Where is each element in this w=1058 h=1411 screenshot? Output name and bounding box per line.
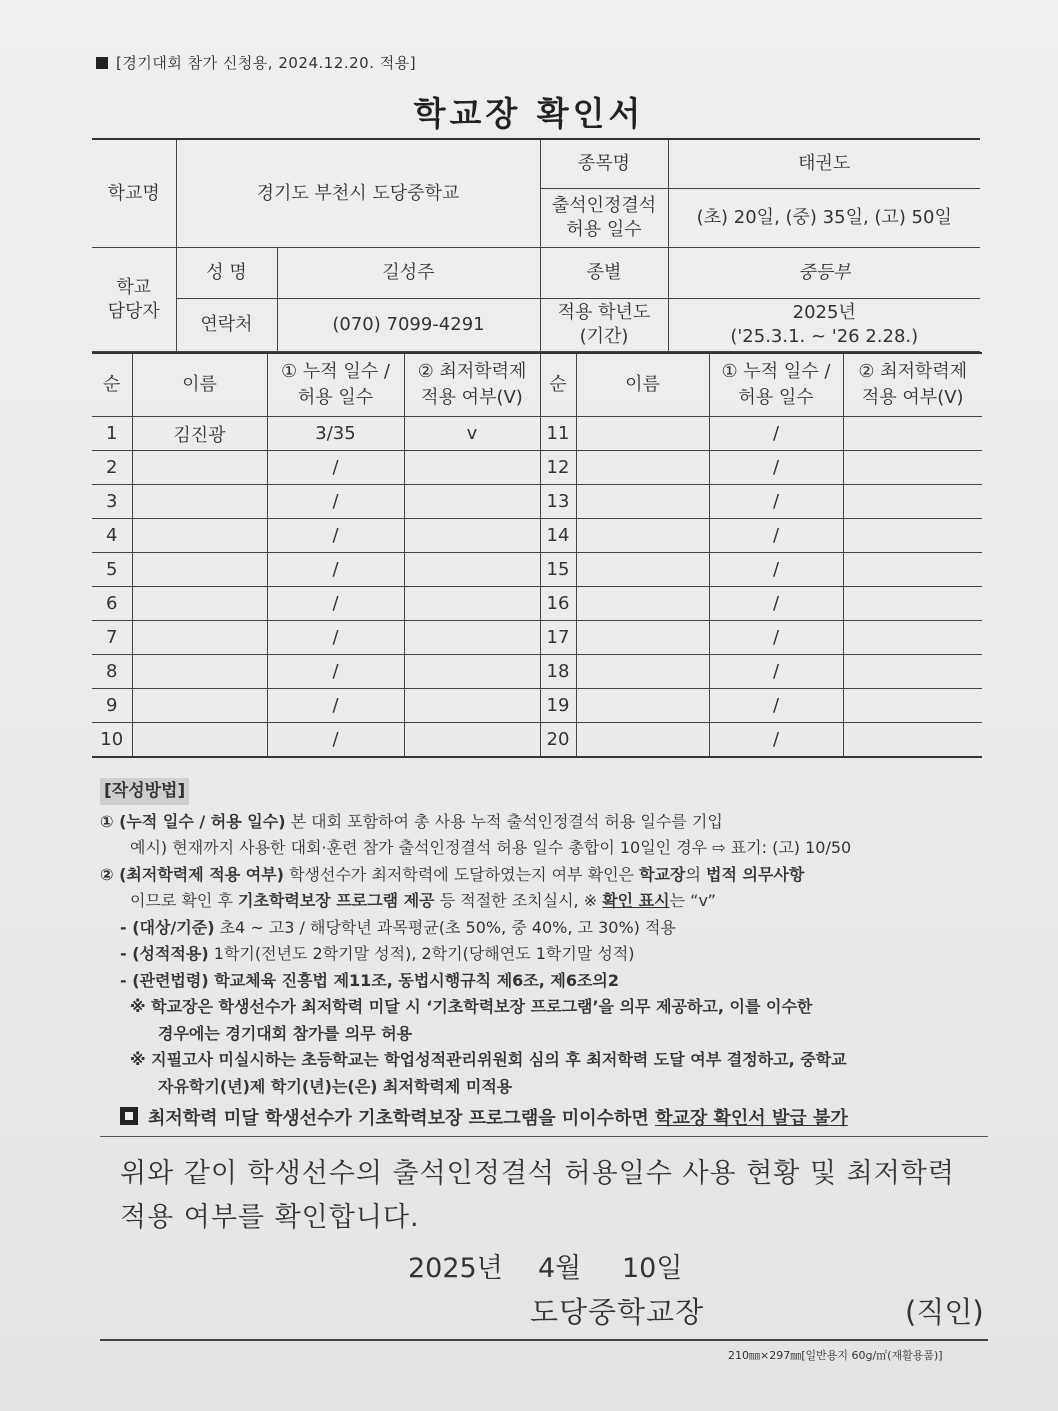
row-name	[132, 451, 267, 485]
contact-value: (070) 7099-4291	[277, 299, 540, 352]
row-days-2: /	[709, 485, 843, 519]
row-check	[404, 485, 540, 519]
row-days: /	[267, 655, 404, 689]
row-check	[404, 723, 540, 758]
guide-item2-line2-d: 확인 표시	[602, 891, 670, 910]
document-title: 학교장 확인서	[413, 94, 645, 133]
guide-item2-text-d: 법적 의무사항	[706, 864, 805, 884]
row-check-2	[843, 655, 982, 689]
row-check-2	[843, 417, 982, 451]
col-header-no: 순	[92, 353, 132, 417]
row-name	[132, 587, 267, 621]
year-value-line2: ('25.3.1. ~ '26 2.28.)	[730, 326, 919, 347]
row-no: 2	[92, 451, 132, 485]
guide-item1-text: 본 대회 포함하여 총 사용 누적 출석인정결석 허용 일수를 기입	[285, 811, 723, 831]
guide-target-label: - (대상/기준)	[120, 917, 215, 937]
row-check: v	[404, 417, 540, 451]
row-check-2	[843, 621, 982, 655]
row-no-2: 13	[540, 485, 576, 519]
guide-item2-text-b: 학교장	[639, 864, 686, 884]
col-header-days-2-line2: 허용 일수	[738, 387, 814, 408]
col-header-min-2-line2: 적용 여부(V)	[861, 387, 964, 408]
absence-value: (초) 20일, (중) 35일, (고) 50일	[668, 189, 980, 248]
form-note-text: [경기대회 참가 신청용, 2024.12.20. 적용]	[116, 54, 417, 72]
confirmation-line1: 위와 같이 학생선수의 출석인정결석 허용일수 사용 현황 및 최저학력	[120, 1158, 955, 1189]
table-row	[92, 655, 982, 689]
row-days: /	[267, 621, 404, 655]
confirmation-text	[120, 1152, 1000, 1240]
row-days-2: /	[709, 621, 843, 655]
guide-grade-text: 1학기(전년도 2학기말 성적), 2학기(당해연도 1학기말 성적)	[208, 944, 635, 963]
row-name-2	[576, 519, 709, 553]
form-note	[96, 52, 416, 73]
school-label: 학교명	[92, 139, 176, 248]
row-name-2	[576, 587, 709, 621]
col-header-name-2: 이름	[576, 353, 709, 417]
table-row	[92, 587, 982, 621]
principal-title: 도당중학교장	[530, 1295, 705, 1329]
name-label: 성 명	[176, 248, 277, 299]
guide-item2-text-a: 학생선수가 최저학력에 도달하였는지 여부 확인은	[284, 864, 640, 884]
year-label-line2: (기간)	[579, 326, 629, 347]
guide-note2-line2: 자유학기(년)제 학기(년)는(은) 최저학력제 미적용	[158, 1076, 513, 1096]
date-day: 10일	[622, 1253, 683, 1284]
name-value: 길성주	[277, 248, 540, 299]
row-name-2	[576, 451, 709, 485]
row-days: /	[267, 723, 404, 758]
row-no-2: 11	[540, 417, 576, 451]
row-check-2	[843, 485, 982, 519]
sport-label: 종목명	[540, 139, 668, 189]
absence-label	[540, 189, 668, 248]
row-days-2: /	[709, 689, 843, 723]
guide-note2-line1: ※ 지필고사 미실시하는 초등학교는 학업성적관리위원회 심의 후 최저학력 도달 여부 결정하고, 중학교	[130, 1050, 847, 1069]
official-seal-label: (직인)	[905, 1295, 984, 1329]
row-check	[404, 689, 540, 723]
col-header-days-2	[709, 353, 843, 417]
row-name-2	[576, 417, 709, 451]
row-days: /	[267, 451, 404, 485]
row-name	[132, 655, 267, 689]
writing-guide	[100, 778, 990, 1133]
col-header-min-line2: 적용 여부(V)	[421, 387, 523, 408]
row-days: /	[267, 519, 404, 553]
year-label-line1: 적용 학년도	[557, 302, 651, 323]
row-no-2: 19	[540, 689, 576, 723]
guide-item1-example: 예시) 현재까지 사용한 대회·훈련 참가 출석인정결석 허용 일수 총합이 10일인 경우 ⇨ 표기: (고) 10/50	[130, 838, 852, 857]
guide-item1-label: ① (누적 일수 / 허용 일수)	[100, 811, 286, 831]
info-table	[92, 138, 980, 352]
sport-value: 태권도	[668, 139, 980, 189]
students-table-header	[92, 353, 982, 417]
row-no-2: 18	[540, 655, 576, 689]
row-name	[132, 621, 267, 655]
guide-note1-line1: ※ 학교장은 학생선수가 최저학력 미달 시 ‘기초학력보장 프로그램’을 의무 제공하고, 이를 이수한	[130, 997, 813, 1016]
row-days-2: /	[709, 451, 843, 485]
students-table	[92, 352, 982, 758]
row-name: 김진광	[132, 417, 267, 451]
row-days: /	[267, 587, 404, 621]
guide-target-text: 초4 ~ 고3 / 해당학년 과목평균(초 50%, 중 40%, 고 30%) 적용	[214, 917, 676, 937]
guide-item2-label: ② (최저학력제 적용 여부)	[100, 864, 284, 884]
row-check-2	[843, 587, 982, 621]
row-no: 9	[92, 689, 132, 723]
row-days: /	[267, 553, 404, 587]
year-label	[540, 299, 668, 352]
row-no: 3	[92, 485, 132, 519]
row-check-2	[843, 689, 982, 723]
boxed-square-icon	[120, 1107, 138, 1125]
date-month: 4월	[538, 1253, 582, 1284]
row-no-2: 20	[540, 723, 576, 758]
school-value: 경기도 부천시 도당중학교	[176, 139, 540, 248]
row-days-2: /	[709, 723, 843, 758]
col-header-min-2-line1: ② 최저학력제	[858, 361, 968, 382]
manager-label-line1: 학교	[116, 276, 152, 298]
table-row	[92, 451, 982, 485]
guide-note1-line2: 경우에는 경기대회 참가를 의무 허용	[158, 1023, 413, 1043]
guide-warning-text: 최저학력 미달 학생선수가 기초학력보장 프로그램을 미이수하면	[148, 1108, 656, 1129]
guide-item2-line2-b: 기초학력보장 프로그램 제공	[238, 891, 435, 910]
col-header-name: 이름	[132, 353, 267, 417]
col-header-days-2-line1: ① 누적 일수 /	[721, 361, 831, 382]
row-days: /	[267, 689, 404, 723]
row-name	[132, 689, 267, 723]
col-header-min-line1: ② 최저학력제	[417, 361, 527, 382]
col-header-min	[404, 353, 540, 417]
row-days-2: /	[709, 417, 843, 451]
row-check	[404, 451, 540, 485]
divider-line	[100, 1136, 988, 1137]
guide-grade-label: - (성적적용)	[120, 944, 209, 963]
table-row	[92, 723, 982, 758]
absence-label-line1: 출석인정결석	[551, 195, 657, 216]
row-no: 10	[92, 723, 132, 758]
row-name	[132, 519, 267, 553]
row-check	[404, 621, 540, 655]
absence-label-line2: 허용 일수	[566, 219, 642, 240]
manager-label-line2: 담당자	[107, 300, 160, 322]
row-name-2	[576, 689, 709, 723]
col-header-days-line2: 허용 일수	[297, 387, 374, 408]
row-name-2	[576, 655, 709, 689]
year-value-line1: 2025년	[792, 302, 856, 323]
row-days-2: /	[709, 587, 843, 621]
row-days: 3/35	[267, 417, 404, 451]
table-row	[92, 485, 982, 519]
square-bullet-icon	[96, 57, 108, 69]
row-days-2: /	[709, 519, 843, 553]
row-check-2	[843, 451, 982, 485]
row-check	[404, 553, 540, 587]
row-days: /	[267, 485, 404, 519]
row-name	[132, 485, 267, 519]
date-year: 2025년	[408, 1253, 503, 1284]
row-no-2: 14	[540, 519, 576, 553]
guide-item2-line2-e: 는 “v”	[669, 891, 716, 910]
manager-label	[92, 248, 176, 352]
row-no: 6	[92, 587, 132, 621]
row-no-2: 15	[540, 553, 576, 587]
footer-divider	[100, 1339, 988, 1341]
row-days-2: /	[709, 553, 843, 587]
col-header-days	[267, 353, 404, 417]
guide-heading: [작성방법]	[100, 778, 189, 805]
guide-warning-emphasis: 학교장 확인서 발급 불가	[655, 1108, 848, 1129]
row-no: 5	[92, 553, 132, 587]
row-check-2	[843, 723, 982, 758]
row-check-2	[843, 553, 982, 587]
category-value: 중등부	[668, 248, 980, 299]
row-no-2: 12	[540, 451, 576, 485]
row-name	[132, 723, 267, 758]
row-no: 4	[92, 519, 132, 553]
table-row	[92, 417, 982, 451]
guide-item2-text-c: 의	[685, 864, 707, 884]
table-row	[92, 689, 982, 723]
row-name-2	[576, 485, 709, 519]
category-label: 종별	[540, 248, 668, 299]
guide-item2-line2-a: 이므로 확인 후	[130, 891, 238, 910]
year-value	[668, 299, 980, 352]
col-header-days-line1: ① 누적 일수 /	[281, 361, 390, 382]
row-no-2: 16	[540, 587, 576, 621]
row-name-2	[576, 621, 709, 655]
col-header-min-2	[843, 353, 982, 417]
guide-warning	[100, 1106, 990, 1133]
contact-label: 연락처	[176, 299, 277, 352]
row-name-2	[576, 723, 709, 758]
col-header-no-2: 순	[540, 353, 576, 417]
row-check	[404, 587, 540, 621]
row-name	[132, 553, 267, 587]
row-no: 7	[92, 621, 132, 655]
row-no: 1	[92, 417, 132, 451]
row-no: 8	[92, 655, 132, 689]
row-days-2: /	[709, 655, 843, 689]
table-row	[92, 519, 982, 553]
row-name-2	[576, 553, 709, 587]
table-row	[92, 553, 982, 587]
row-check	[404, 519, 540, 553]
guide-item2-line2-c: 등 적절한 조치실시, ※	[434, 891, 603, 910]
row-check-2	[843, 519, 982, 553]
confirmation-line2: 적용 여부를 확인합니다.	[120, 1202, 420, 1233]
table-row	[92, 621, 982, 655]
row-no-2: 17	[540, 621, 576, 655]
row-check	[404, 655, 540, 689]
paper-spec: 210㎜×297㎜[일반용지 60g/㎡(재활용품)]	[728, 1349, 943, 1362]
guide-law: - (관련법령) 학교체육 진흥법 제11조, 동법시행규칙 제6조, 제6조의2	[120, 970, 620, 990]
